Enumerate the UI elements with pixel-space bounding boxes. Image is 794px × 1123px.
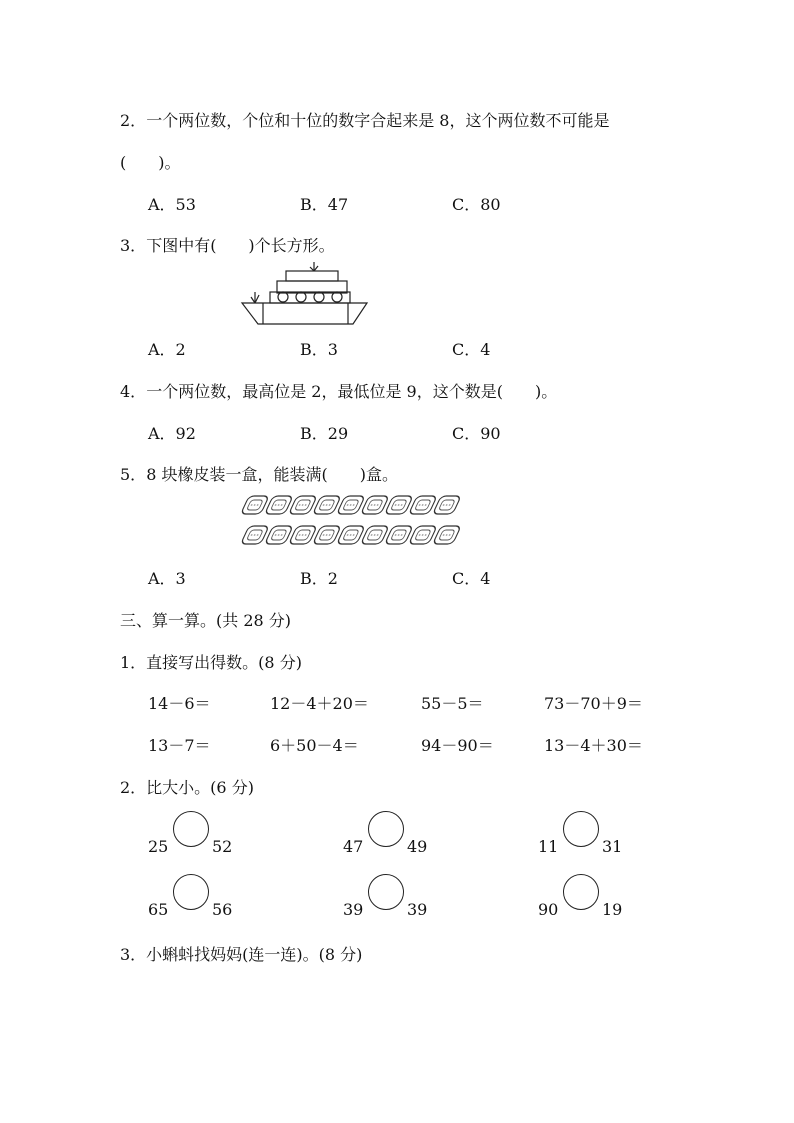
compare-1-right: 52 xyxy=(212,837,233,856)
q4-stem: 一个两位数，最高位是 2，最低位是 9，这个数是( )。 xyxy=(146,382,558,401)
calc-title: 1．直接写出得数。(8 分) xyxy=(120,653,302,672)
eraser-icon xyxy=(385,526,413,544)
ship-figure xyxy=(240,260,370,326)
compare-5-right: 39 xyxy=(407,900,428,919)
eraser-icon xyxy=(409,526,437,544)
q2-number: 2． xyxy=(120,111,147,130)
q2-stem: 一个两位数，个位和十位的数字合起来是 8，这个两位数不可能是 xyxy=(146,111,610,130)
eraser-icon xyxy=(433,526,461,544)
calc-r1-c3: 55－5＝ xyxy=(421,694,484,713)
calc-r2-c4: 13－4＋30＝ xyxy=(544,736,643,755)
q4-text xyxy=(120,379,557,402)
compare-4-left: 65 xyxy=(148,900,169,919)
compare-3-circle[interactable] xyxy=(563,811,599,847)
q4-option-a[interactable]: A．92 xyxy=(148,424,196,443)
q2-option-a[interactable]: A．53 xyxy=(148,195,196,214)
eraser-icon xyxy=(241,526,269,544)
section-three-title: 三、算一算。(共 28 分) xyxy=(120,611,292,630)
q4-option-c[interactable]: C．90 xyxy=(452,424,501,443)
eraser-icon xyxy=(337,526,365,544)
eraser-icon xyxy=(265,526,293,544)
compare-3-left: 11 xyxy=(538,837,559,856)
compare-5-circle[interactable] xyxy=(368,874,404,910)
q2-text xyxy=(120,108,609,131)
eraser-icon xyxy=(289,496,317,514)
calc-r2-c1: 13－7＝ xyxy=(148,736,211,755)
tadpole-title: 3．小蝌蚪找妈妈(连一连)。(8 分) xyxy=(120,945,363,964)
eraser-icon xyxy=(409,496,437,514)
q3-option-b[interactable]: B．3 xyxy=(300,340,338,359)
erasers-figure xyxy=(240,490,462,552)
eraser-icon xyxy=(361,526,389,544)
q5-option-b[interactable]: B．2 xyxy=(300,569,338,588)
q2-blank-line: ( )。 xyxy=(120,153,181,172)
q5-number: 5． xyxy=(120,465,147,484)
calc-r2-c3: 94－90＝ xyxy=(421,736,494,755)
calc-r1-c1: 14－6＝ xyxy=(148,694,211,713)
compare-2-right: 49 xyxy=(407,837,428,856)
compare-2-circle[interactable] xyxy=(368,811,404,847)
compare-2-left: 47 xyxy=(343,837,364,856)
compare-4-right: 56 xyxy=(212,900,233,919)
q5-text xyxy=(120,462,398,485)
q5-option-a[interactable]: A．3 xyxy=(148,569,186,588)
compare-1-circle[interactable] xyxy=(173,811,209,847)
compare-5-left: 39 xyxy=(343,900,364,919)
calc-r1-c4: 73－70＋9＝ xyxy=(544,694,643,713)
eraser-icon xyxy=(361,496,389,514)
eraser-icon xyxy=(385,496,413,514)
compare-6-right: 19 xyxy=(602,900,623,919)
q5-option-c[interactable]: C．4 xyxy=(452,569,491,588)
q3-option-a[interactable]: A．2 xyxy=(148,340,186,359)
q5-stem: 8 块橡皮装一盒，能装满( )盒。 xyxy=(146,465,398,484)
calc-r1-c2: 12－4＋20＝ xyxy=(270,694,369,713)
q3-option-c[interactable]: C．4 xyxy=(452,340,491,359)
eraser-icon xyxy=(241,496,269,514)
eraser-icon xyxy=(289,526,317,544)
q3-text xyxy=(120,233,335,256)
q3-stem: 下图中有( )个长方形。 xyxy=(146,236,335,255)
compare-6-circle[interactable] xyxy=(563,874,599,910)
q4-option-b[interactable]: B．29 xyxy=(300,424,349,443)
eraser-icon xyxy=(265,496,293,514)
q2-option-b[interactable]: B．47 xyxy=(300,195,349,214)
eraser-icon xyxy=(337,496,365,514)
eraser-icon xyxy=(433,496,461,514)
calc-r2-c2: 6＋50－4＝ xyxy=(270,736,359,755)
compare-6-left: 90 xyxy=(538,900,559,919)
compare-3-right: 31 xyxy=(602,837,623,856)
eraser-icon xyxy=(313,526,341,544)
q4-number: 4． xyxy=(120,382,147,401)
compare-title: 2．比大小。(6 分) xyxy=(120,778,254,797)
compare-4-circle[interactable] xyxy=(173,874,209,910)
eraser-icon xyxy=(313,496,341,514)
q2-option-c[interactable]: C．80 xyxy=(452,195,501,214)
q3-number: 3． xyxy=(120,236,147,255)
compare-1-left: 25 xyxy=(148,837,169,856)
